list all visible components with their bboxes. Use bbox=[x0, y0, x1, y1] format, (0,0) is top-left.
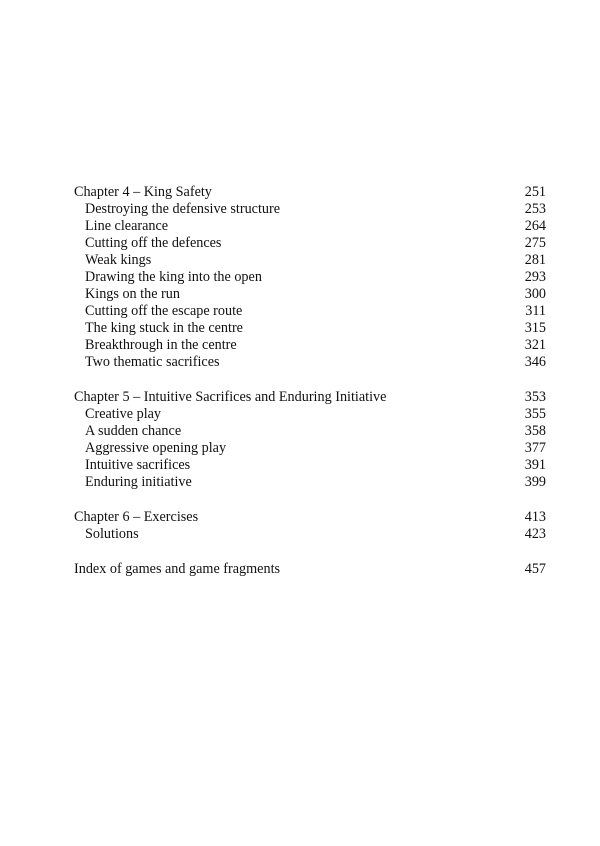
toc-entry-title: Two thematic sacrifices bbox=[85, 354, 220, 370]
toc-entry-title: Cutting off the escape route bbox=[85, 303, 243, 319]
toc-subentry bbox=[74, 286, 546, 303]
toc-chapter-entry bbox=[74, 389, 546, 406]
toc-entry-title: Intuitive sacrifices bbox=[85, 457, 191, 473]
toc-entry-title: Creative play bbox=[85, 406, 162, 422]
table-of-contents bbox=[74, 184, 546, 578]
toc-subentry bbox=[74, 337, 546, 354]
toc-subentry bbox=[74, 474, 546, 491]
toc-entry-title: Enduring initiative bbox=[85, 474, 192, 490]
toc-page-number: 253 bbox=[524, 201, 546, 217]
toc-subentry bbox=[74, 440, 546, 457]
toc-page-number: 457 bbox=[524, 561, 546, 577]
toc-entry-title: A sudden chance bbox=[85, 423, 182, 439]
toc-chapter-entry bbox=[74, 509, 546, 526]
toc-page-number: 315 bbox=[524, 320, 546, 336]
toc-subentry bbox=[74, 406, 546, 423]
toc-entry-title: Chapter 6 – Exercises bbox=[74, 509, 199, 525]
toc-subentry bbox=[74, 235, 546, 252]
toc-page-number: 377 bbox=[524, 440, 546, 456]
toc-entry-title: Index of games and game fragments bbox=[74, 561, 281, 577]
toc-entry-title: Line clearance bbox=[85, 218, 169, 234]
toc-page-number: 423 bbox=[524, 526, 546, 542]
toc-page-number: 346 bbox=[524, 354, 546, 370]
toc-page-number: 251 bbox=[524, 184, 546, 200]
toc-entry-title: Chapter 4 – King Safety bbox=[74, 184, 212, 200]
toc-subentry bbox=[74, 269, 546, 286]
toc-chapter-entry bbox=[74, 561, 546, 578]
toc-subentry bbox=[74, 320, 546, 337]
toc-entry-title: Breakthrough in the centre bbox=[85, 337, 237, 353]
toc-subentry bbox=[74, 354, 546, 371]
toc-page-number: 353 bbox=[524, 389, 546, 405]
toc-subentry bbox=[74, 457, 546, 474]
toc-page-number: 281 bbox=[524, 252, 546, 268]
toc-page-number: 300 bbox=[524, 286, 546, 302]
toc-subentry bbox=[74, 526, 546, 543]
toc-entry-title: Aggressive opening play bbox=[85, 440, 227, 456]
toc-page-number: 293 bbox=[524, 269, 546, 285]
toc-entry-title: Chapter 5 – Intuitive Sacrifices and Enduring Initiative bbox=[74, 389, 387, 405]
toc-entry-title: Drawing the king into the open bbox=[85, 269, 262, 285]
toc-page-number: 358 bbox=[524, 423, 546, 439]
toc-page-number: 321 bbox=[524, 337, 546, 353]
section-gap bbox=[74, 371, 546, 389]
toc-subentry bbox=[74, 252, 546, 269]
toc-entry-title: Destroying the defensive structure bbox=[85, 201, 281, 217]
toc-entry-title: Weak kings bbox=[85, 252, 152, 268]
section-gap bbox=[74, 543, 546, 561]
section-gap bbox=[74, 491, 546, 509]
toc-page-number: 355 bbox=[524, 406, 546, 422]
toc-page-number: 391 bbox=[524, 457, 546, 473]
toc-subentry bbox=[74, 423, 546, 440]
toc-page-number: 275 bbox=[524, 235, 546, 251]
toc-entry-title: Kings on the run bbox=[85, 286, 180, 302]
toc-entry-title: Cutting off the defences bbox=[85, 235, 222, 251]
toc-chapter-entry bbox=[74, 184, 546, 201]
toc-page-number: 413 bbox=[524, 509, 546, 525]
toc-entry-title: Solutions bbox=[85, 526, 139, 542]
toc-page-number: 264 bbox=[524, 218, 546, 234]
toc-subentry bbox=[74, 218, 546, 235]
toc-page-number: 311 bbox=[525, 303, 546, 319]
toc-entry-title: The king stuck in the centre bbox=[85, 320, 243, 336]
toc-subentry bbox=[74, 201, 546, 218]
toc-subentry bbox=[74, 303, 546, 320]
toc-page-number: 399 bbox=[524, 474, 546, 490]
